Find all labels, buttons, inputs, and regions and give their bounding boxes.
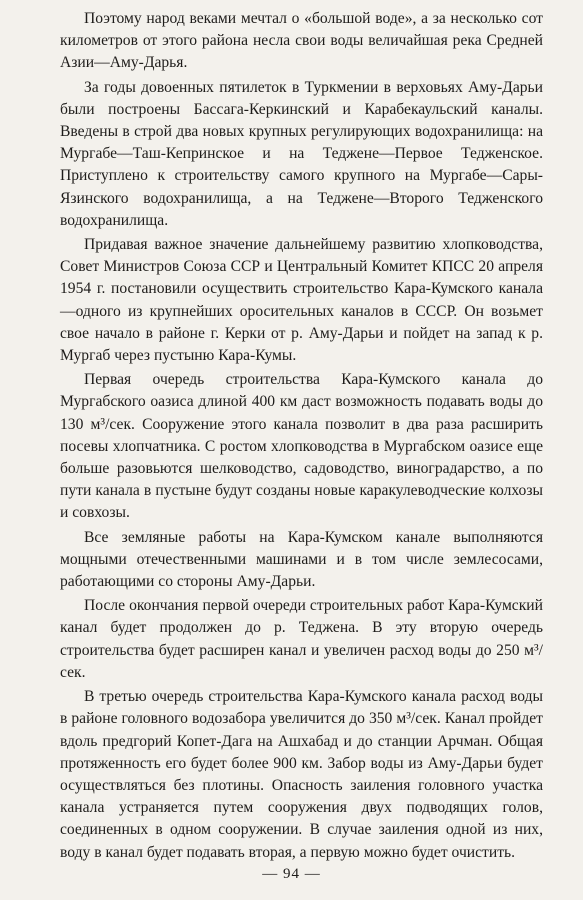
paragraph-2: За годы довоенных пятилеток в Туркмении в верховьях Аму-Дарьи были построены Бассага-Керкинский и Карабекаульский каналы. Введены в строй два новых крупных регулирующих водохранилища: на Мургабе—Таш-Кепринское и на Теджене—Первое Тедженское. Приступлено к строительству самого крупного на Мургабе—Сары-Язинского водохранилища, а на Теджене—Второго Тедженского водохранилища. (60, 78, 543, 229)
paragraph-3: Придавая важное значение дальнейшему развитию хлопководства, Совет Министров Союза ССР и Центральный Комитет КПСС 20 апреля 1954 г. постановили осуществить строительство Кара-Кумского канала—одного из крупнейших оросительных каналов в СССР. Он возьмет свое начало в районе г. Керки от р. Аму-Дарьи и пойдет на запад к р. Мургаб через пустыню Кара-Кумы. (60, 236, 543, 365)
paragraph-6: После окончания первой очереди строительных работ Кара-Кумский канал будет продолжен до р. Теджена. В эту вторую очередь строительства будет расширен канал и увеличен расход воды до 250 м³/сек. (60, 597, 543, 681)
body-text (60, 8, 543, 864)
paragraph-7: В третью очередь строительства Кара-Кумского канала расход воды в районе головного водозабора увеличится до 350 м³/сек. Канал пройдет вдоль предгорий Копет-Дага на Ашхабад и до станции Арчман. Общая протяженность его будет более 900 км. Забор воды из Аму-Дарьи будет осуществляться без плотины. Опасность заиления головного участка канала устраняется путем сооружения двух подводящих голов, соединенных в одном сооружении. В случае заиления одной из них, воду в канал будет подавать вторая, а первую можно будет очистить. (60, 688, 543, 861)
paragraph-1: Поэтому народ веками мечтал о «большой воде», а за несколько сот километров от этого района несла свои воды величайшая река Средней Азии—Аму-Дарья. (60, 10, 543, 72)
page-number: — 94 — (262, 866, 321, 882)
paragraph-4: Первая очередь строительства Кара-Кумского канала до Мургабского оазиса длиной 400 км даст возможность подавать воды до 130 м³/сек. Сооружение этого канала позволит в два раза расширить посевы хлопчатника. С ростом хлопководства в Мургабском оазисе еще больше разовьются шелководство, садоводство, виноградарство, а по пути канала в пустыне будут созданы новые каракулеводческие колхозы и совхозы. (60, 371, 543, 522)
paragraph-5: Все земляные работы на Кара-Кумском канале выполняются мощными отечественными машинами и в том числе землесосами, работающими со стороны Аму-Дарьи. (60, 528, 543, 591)
